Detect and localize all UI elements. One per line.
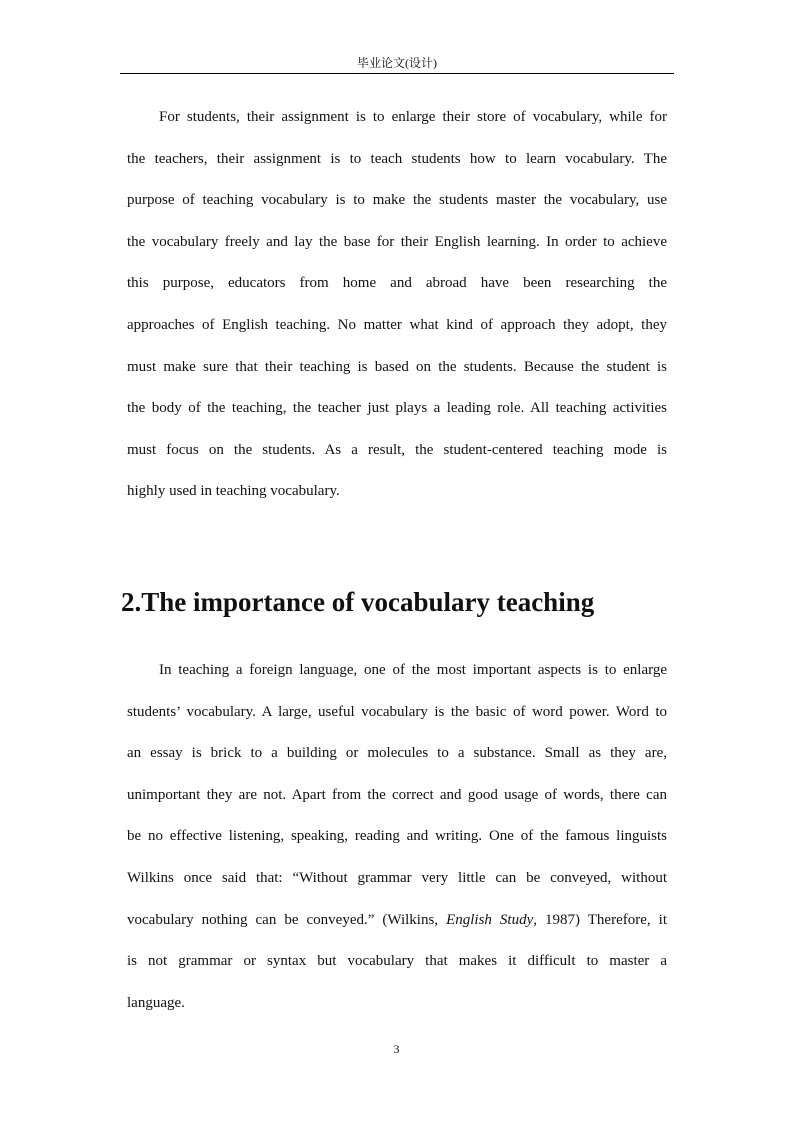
paragraph-line: approaches of English teaching. No matter what kind of approach they adopt, they: [127, 316, 667, 333]
paragraph-line: In teaching a foreign language, one of the most important aspects is to enlarge: [159, 662, 667, 678]
paragraph-line: highly used in teaching vocabulary.: [127, 483, 340, 500]
running-header: 毕业论文(设计): [357, 56, 437, 70]
paragraph-line: an essay is brick to a building or molecules to a substance. Small as they are,: [127, 745, 667, 762]
paragraph-students-assignment: [127, 97, 667, 513]
paragraph-line: must make sure that their teaching is based on the students. Because the student is: [127, 358, 667, 375]
paragraph-line: the teachers, their assignment is to teach students how to learn vocabulary. The: [127, 150, 667, 167]
paragraph-line: is not grammar or syntax but vocabulary that makes it difficult to master a: [127, 953, 667, 970]
paragraph-line: Wilkins once said that: “Without grammar very little can be conveyed, without: [127, 869, 667, 886]
citation-work-title: English Study: [446, 911, 534, 928]
paragraph-line: this purpose, educators from home and abroad have been researching the: [127, 275, 667, 292]
paragraph-line: For students, their assignment is to enlarge their store of vocabulary, while for: [159, 109, 667, 125]
page-number: 3: [393, 1042, 400, 1056]
paragraph-line: must focus on the students. As a result, the student-centered teaching mode is: [127, 441, 667, 458]
paragraph-vocabulary-importance: [127, 650, 667, 1024]
citation-text-after: , 1987) Therefore, it: [533, 911, 667, 928]
paragraph-line: be no effective listening, speaking, reading and writing. One of the famous linguists: [127, 828, 667, 845]
paragraph-line: the body of the teaching, the teacher just plays a leading role. All teaching activities: [127, 400, 667, 417]
citation-text-before: vocabulary nothing can be conveyed.” (Wilkins,: [127, 911, 447, 928]
paragraph-line: purpose of teaching vocabulary is to make the students master the vocabulary, use: [127, 192, 667, 209]
header-rule: [120, 73, 674, 74]
citation-line: [127, 900, 667, 942]
paragraph-line: unimportant they are not. Apart from the correct and good usage of words, there can: [127, 786, 667, 803]
paragraph-line: students’ vocabulary. A large, useful vocabulary is the basic of word power. Word to: [127, 703, 667, 720]
paragraph-line: the vocabulary freely and lay the base for their English learning. In order to achieve: [127, 233, 667, 250]
paragraph-line: language.: [127, 994, 185, 1011]
section-heading: 2.The importance of vocabulary teaching: [121, 587, 595, 617]
